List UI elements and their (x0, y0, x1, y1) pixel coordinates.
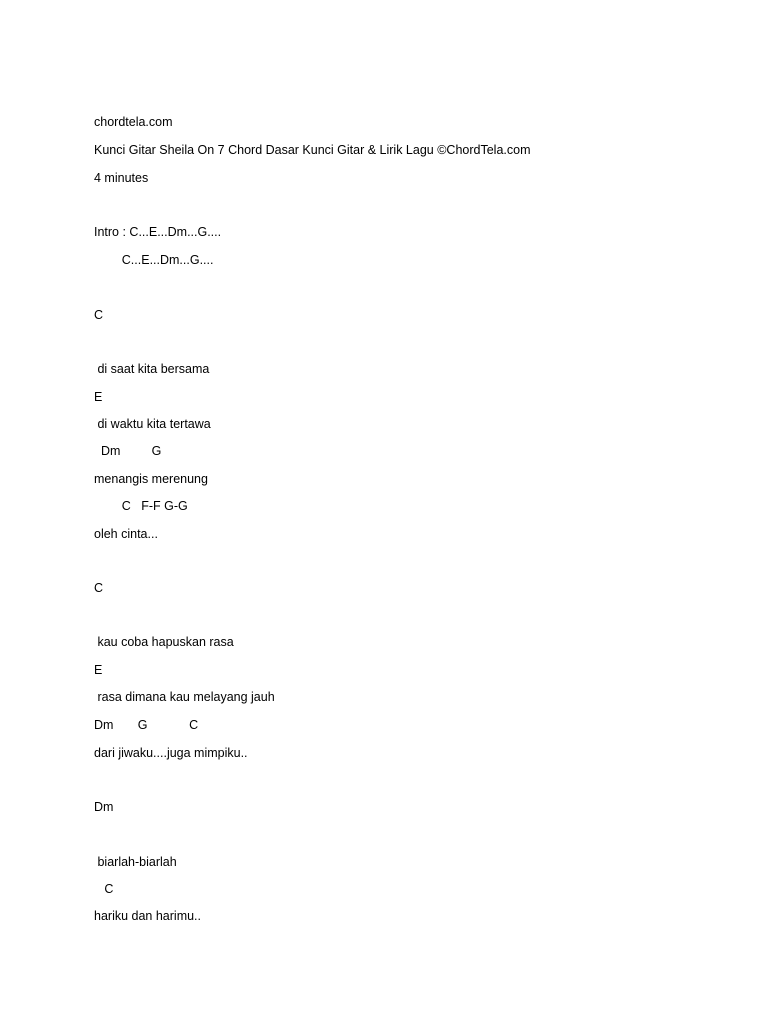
chord-line: Dm G C (94, 718, 199, 732)
intro-line: Intro : C...E...Dm...G.... (94, 225, 222, 239)
chord-line: C (94, 308, 104, 322)
source-site: chordtela.com (94, 115, 173, 129)
lyric-line: biarlah-biarlah (94, 855, 177, 869)
lyric-line: di waktu kita tertawa (94, 417, 211, 431)
page-title: Kunci Gitar Sheila On 7 Chord Dasar Kunci Gitar & Lirik Lagu ©ChordTela.com (94, 143, 531, 157)
chord-line: C (94, 882, 114, 896)
chord-line: Dm (94, 800, 114, 814)
lyric-line: oleh cinta... (94, 527, 158, 541)
lyric-line: hariku dan harimu.. (94, 909, 202, 923)
intro-line-repeat: C...E...Dm...G.... (94, 253, 214, 267)
chord-line: C (94, 581, 104, 595)
lyric-line: di saat kita bersama (94, 362, 210, 376)
lyric-line: kau coba hapuskan rasa (94, 635, 234, 649)
chord-line: Dm G (94, 444, 162, 458)
chord-line: C F-F G-G (94, 499, 188, 513)
read-time: 4 minutes (94, 171, 149, 185)
chord-line: E (94, 390, 103, 404)
lyric-line: rasa dimana kau melayang jauh (94, 690, 275, 704)
lyric-line: menangis merenung (94, 472, 208, 486)
chord-line: E (94, 663, 103, 677)
lyric-line: dari jiwaku....juga mimpiku.. (94, 746, 248, 760)
